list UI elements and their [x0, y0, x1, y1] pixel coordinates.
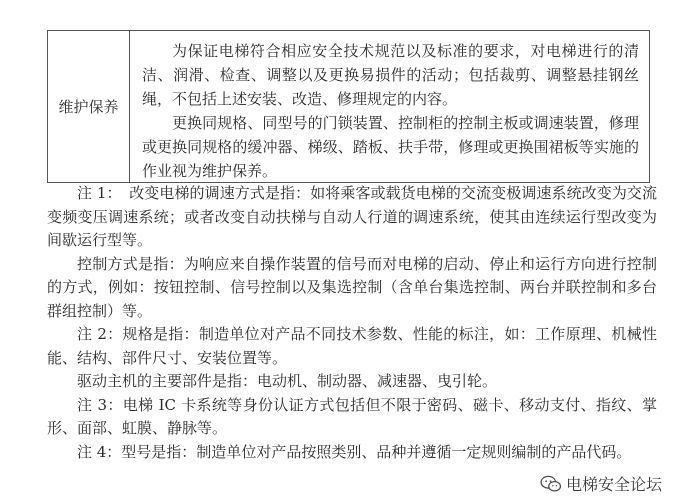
watermark [540, 472, 662, 495]
note-paragraph: 驱动主机的主要部件是指：电动机、制动器、减速器、曳引轮。 [77, 372, 498, 390]
table-paragraph: 更换同规格、同型号的门锁装置、控制柜的控制主板或调速装置，修理或更换同规格的缓冲器、梯级、踏板、扶手带，修理或更换围裙板等实施的作业视为维护保养。 [142, 114, 639, 180]
table-label-cell: 维护保养 [48, 31, 130, 182]
note-paragraph: 注 1： 改变电梯的调速方式是指：如将乘客或载货电梯的交流变极调速系统改变为交流变频变压调速系统；或者改变自动扶梯与自动人行道的调速系统，使其由连续运行型改变为间歇运行型等。 [47, 184, 657, 249]
note-paragraph: 注 2：规格是指：制造单位对产品不同技术参数、性能的标注，如：工作原理、机械性能、结构、部件尺寸、安装位置等。 [47, 325, 657, 367]
table-paragraph: 为保证电梯符合相应安全技术规范以及标准的要求，对电梯进行的清洁、润滑、检查、调整以及更换易损件的活动；包括裁剪、调整悬挂钢丝绳，不包括上述安装、改造、修理规定的内容。 [142, 42, 639, 108]
notes-section [47, 182, 657, 464]
note-paragraph: 注 3：电梯 IC 卡系统等身份认证方式包括但不限于密码、磁卡、移动支付、指纹、掌形、面部、虹膜、静脉等。 [47, 395, 657, 437]
wechat-logo-icon [540, 475, 562, 493]
note-paragraph: 注 4：型号是指：制造单位对产品按照类别、品种并遵循一定规则编制的产品代码。 [77, 442, 632, 461]
maintenance-definition-table [47, 30, 650, 183]
watermark-text: 电梯安全论坛 [565, 475, 662, 494]
table-content-cell [130, 31, 649, 182]
note-paragraph: 控制方式是指：为响应来自操作装置的信号而对电梯的启动、停止和运行方向进行控制的方式，例如：按钮控制、信号控制以及集选控制（含单台集选控制、两台并联控制和多台群组控制）等。 [47, 254, 657, 320]
